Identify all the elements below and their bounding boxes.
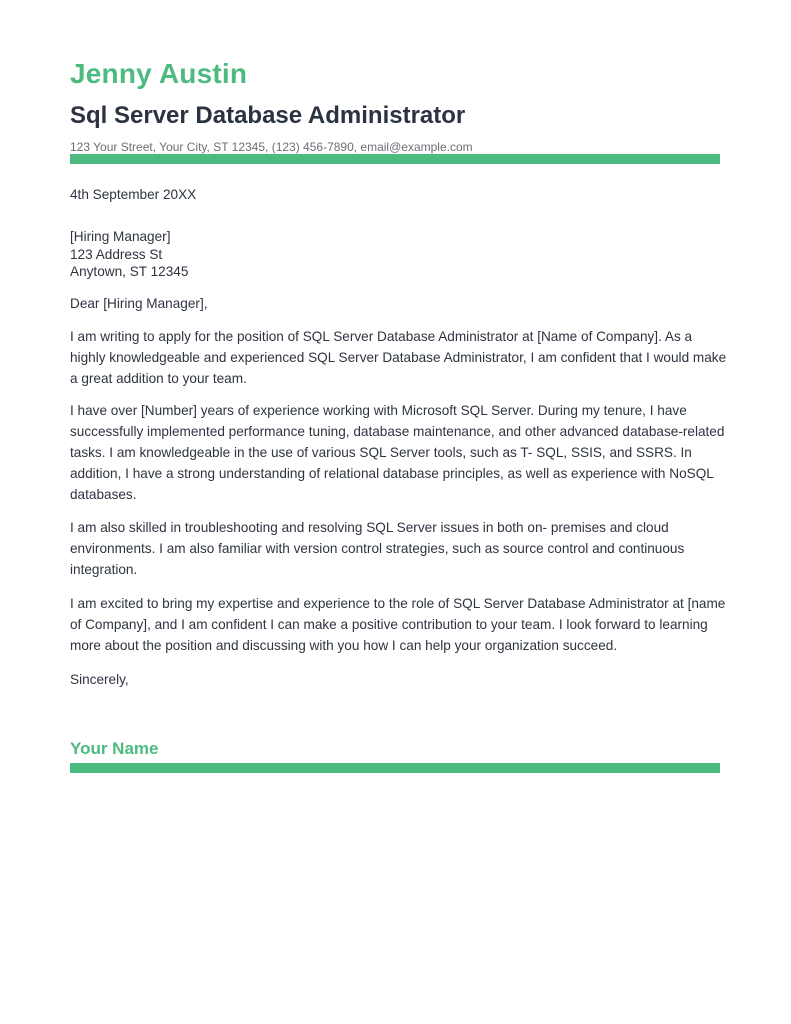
closing-phrase: Sincerely, xyxy=(70,672,129,687)
job-title: Sql Server Database Administrator xyxy=(70,102,466,129)
recipient-address-line2: Anytown, ST 12345 xyxy=(70,264,189,279)
contact-info: 123 Your Street, Your City, ST 12345, (123) 456-7890, email@example.com xyxy=(70,140,473,154)
recipient-name: [Hiring Manager] xyxy=(70,229,171,244)
paragraph-skills: I am also skilled in troubleshooting and resolving SQL Server issues in both on- premises and cloud environments. I am also familiar with version control strategies, such as source control and continuous integration. xyxy=(70,520,685,577)
applicant-name: Jenny Austin xyxy=(70,58,248,89)
paragraph-experience: I have over [Number] years of experience working with Microsoft SQL Server. During my tenure, I have successfully implemented performance tuning, database maintenance, and other advanced database-related tasks. I am knowledgeable in the use of various SQL Server tools, such as T- SQL, SSIS, and SSRS. In addition, I have a strong understanding of relational database principles, as well as experience with NoSQL databases. xyxy=(70,403,725,502)
signature-name: Your Name xyxy=(70,739,159,758)
header-divider xyxy=(70,154,720,164)
salutation: Dear [Hiring Manager], xyxy=(70,296,208,311)
recipient-address-line1: 123 Address St xyxy=(70,246,163,262)
footer-divider xyxy=(70,763,720,773)
letter-date: 4th September 20XX xyxy=(70,187,197,202)
paragraph-intro: I am writing to apply for the position of SQL Server Database Administrator at [Name of Company]. As a highly knowledgeable and experienced SQL Server Database Administrator, I am confident that I would make a great addition to your team. xyxy=(70,329,727,386)
paragraph-closing: I am excited to bring my expertise and experience to the role of SQL Server Database Administrator at [name of Company], and I am confident I can make a positive contribution to your team. I look forward to learning more about the position and discussing with you how I can help your organization succeed. xyxy=(70,596,726,653)
recipient-address xyxy=(70,228,730,281)
